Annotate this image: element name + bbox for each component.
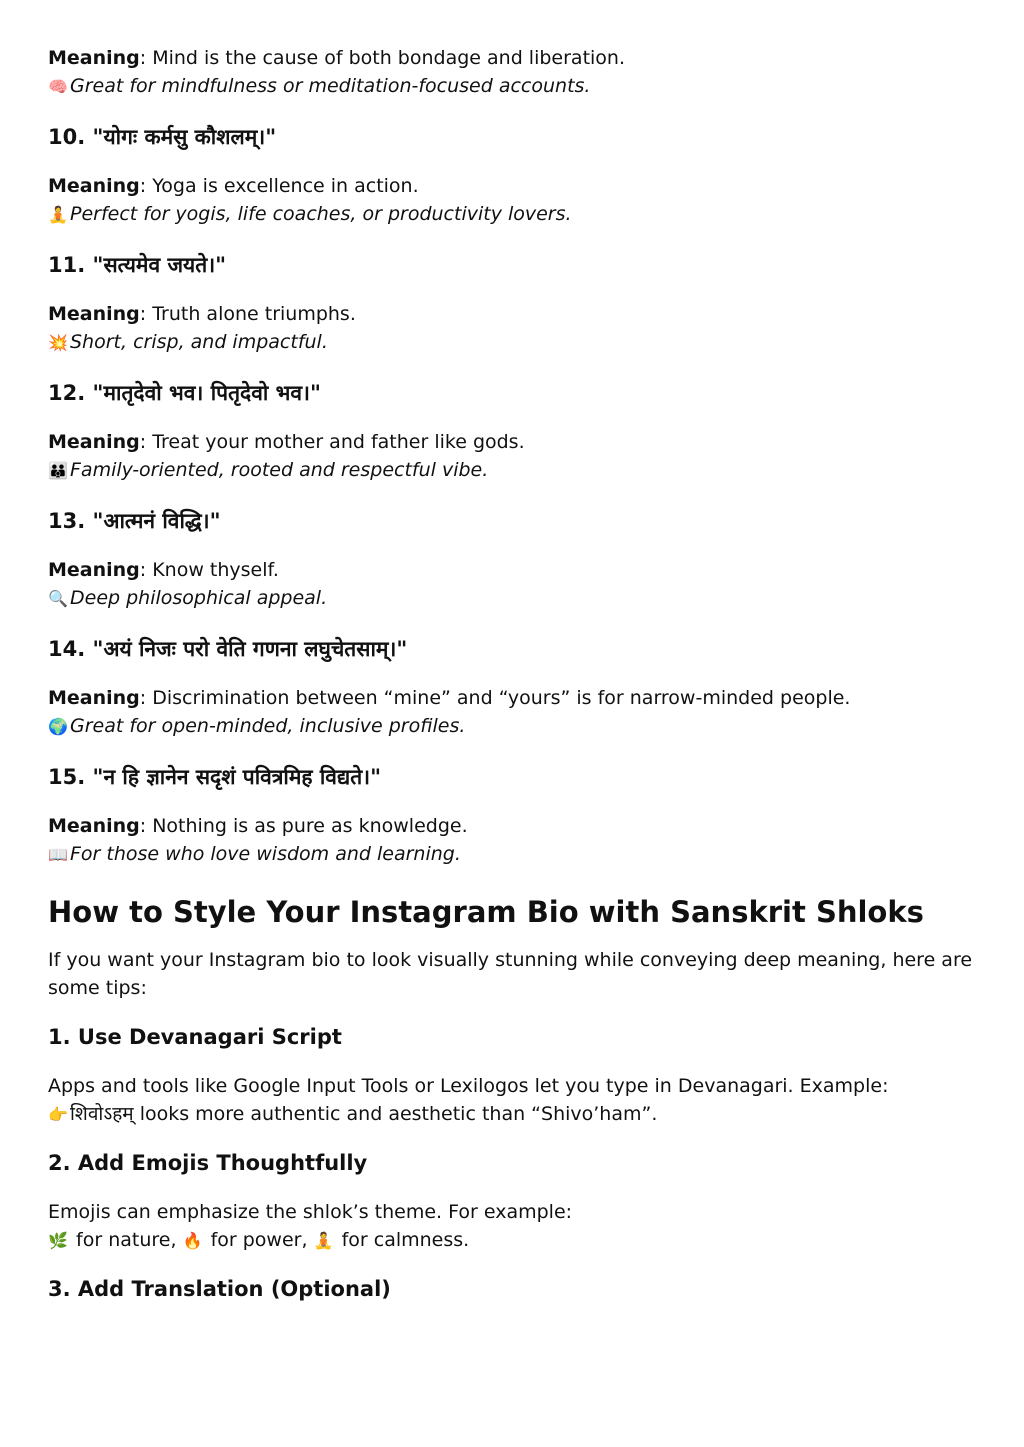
note-text: Short, crisp, and impactful. — [70, 331, 328, 353]
meaning-text: : Discrimination between “mine” and “yours” is for narrow-minded people. — [139, 687, 851, 709]
section-title: How to Style Your Instagram Bio with Sanskrit Shloks — [48, 895, 924, 929]
tip-heading-translation: 3. Add Translation (Optional) — [48, 1277, 391, 1301]
herb-icon: 🌿 — [48, 1231, 68, 1250]
tip-heading-emojis: 2. Add Emojis Thoughtfully — [48, 1151, 368, 1175]
collision-icon: 💥 — [48, 333, 68, 352]
meaning-label: Meaning — [48, 175, 140, 197]
meaning-text: : Treat your mother and father like gods. — [139, 431, 525, 453]
meaning-line — [48, 684, 988, 712]
section-intro: If you want your Instagram bio to look visually stunning while conveying deep meaning, here are some tips: — [48, 949, 973, 999]
shlok-item-9 — [48, 44, 988, 100]
tip-heading-devanagari: 1. Use Devanagari Script — [48, 1025, 342, 1049]
magnifier-icon: 🔍 — [48, 589, 68, 608]
shlok-heading: 12. "मातृदेवो भव। पितृदेवो भव।" — [48, 381, 321, 405]
article-content — [48, 44, 988, 1304]
meaning-text: : Nothing is as pure as knowledge. — [139, 815, 468, 837]
meditation-icon: 🧘 — [313, 1231, 334, 1250]
meaning-line — [48, 812, 988, 840]
tip-example-text: शिवोऽहम् looks more authentic and aesthetic than “Shivo’ham”. — [70, 1103, 658, 1125]
shlok-item-14 — [48, 634, 988, 740]
meaning-line — [48, 556, 988, 584]
note-text: For those who love wisdom and learning. — [70, 843, 461, 865]
tip-text: Apps and tools like Google Input Tools or Lexilogos let you type in Devanagari. Example: — [48, 1075, 889, 1097]
brain-icon: 🧠 — [48, 77, 68, 96]
meaning-label: Meaning — [48, 815, 140, 837]
meaning-text: : Mind is the cause of both bondage and liberation. — [139, 47, 626, 69]
pointing-hand-icon: 👉 — [48, 1105, 68, 1124]
note-text: Deep philosophical appeal. — [70, 587, 328, 609]
shlok-heading: 14. "अयं निजः परो वेति गणना लघुचेतसाम्।" — [48, 637, 408, 661]
shlok-heading: 13. "आत्मनं विद्धि।" — [48, 509, 221, 533]
tip-example-text: for calmness. — [335, 1229, 470, 1251]
meditation-icon: 🧘 — [48, 205, 68, 224]
note-line — [48, 840, 988, 868]
note-line — [48, 456, 988, 484]
note-text: Perfect for yogis, life coaches, or productivity lovers. — [70, 203, 572, 225]
note-text: Great for mindfulness or meditation-focused accounts. — [70, 75, 591, 97]
meaning-label: Meaning — [48, 559, 140, 581]
shlok-item-13 — [48, 506, 988, 612]
tip-example — [48, 1226, 988, 1254]
shlok-heading: 15. "न हि ज्ञानेन सदृशं पवित्रमिह विद्यते।" — [48, 765, 382, 789]
tip-example-text: for power, — [204, 1229, 314, 1251]
meaning-text: : Yoga is excellence in action. — [139, 175, 419, 197]
meaning-line — [48, 300, 988, 328]
fire-icon: 🔥 — [182, 1231, 203, 1250]
shlok-heading: 11. "सत्यमेव जयते।" — [48, 253, 227, 277]
family-icon: 👪 — [48, 461, 68, 480]
open-book-icon: 📖 — [48, 845, 68, 864]
shlok-item-10 — [48, 122, 988, 228]
note-text: Great for open-minded, inclusive profiles. — [70, 715, 466, 737]
meaning-text: : Know thyself. — [139, 559, 279, 581]
shlok-item-12 — [48, 378, 988, 484]
meaning-text: : Truth alone triumphs. — [139, 303, 356, 325]
tip-example — [48, 1100, 988, 1128]
meaning-label: Meaning — [48, 431, 140, 453]
shlok-heading: 10. "योगः कर्मसु कौशलम्।" — [48, 125, 277, 149]
meaning-line — [48, 44, 988, 72]
tip-text: Emojis can emphasize the shlok’s theme. For example: — [48, 1201, 573, 1223]
meaning-line — [48, 428, 988, 456]
meaning-label: Meaning — [48, 47, 140, 69]
shlok-item-11 — [48, 250, 988, 356]
meaning-label: Meaning — [48, 687, 140, 709]
tip-example-text: for nature, — [70, 1229, 183, 1251]
note-line — [48, 328, 988, 356]
note-line — [48, 712, 988, 740]
meaning-line — [48, 172, 988, 200]
meaning-label: Meaning — [48, 303, 140, 325]
note-line — [48, 72, 988, 100]
note-text: Family-oriented, rooted and respectful vibe. — [70, 459, 489, 481]
note-line — [48, 584, 988, 612]
note-line — [48, 200, 988, 228]
globe-icon: 🌍 — [48, 717, 68, 736]
shlok-item-15 — [48, 762, 988, 868]
